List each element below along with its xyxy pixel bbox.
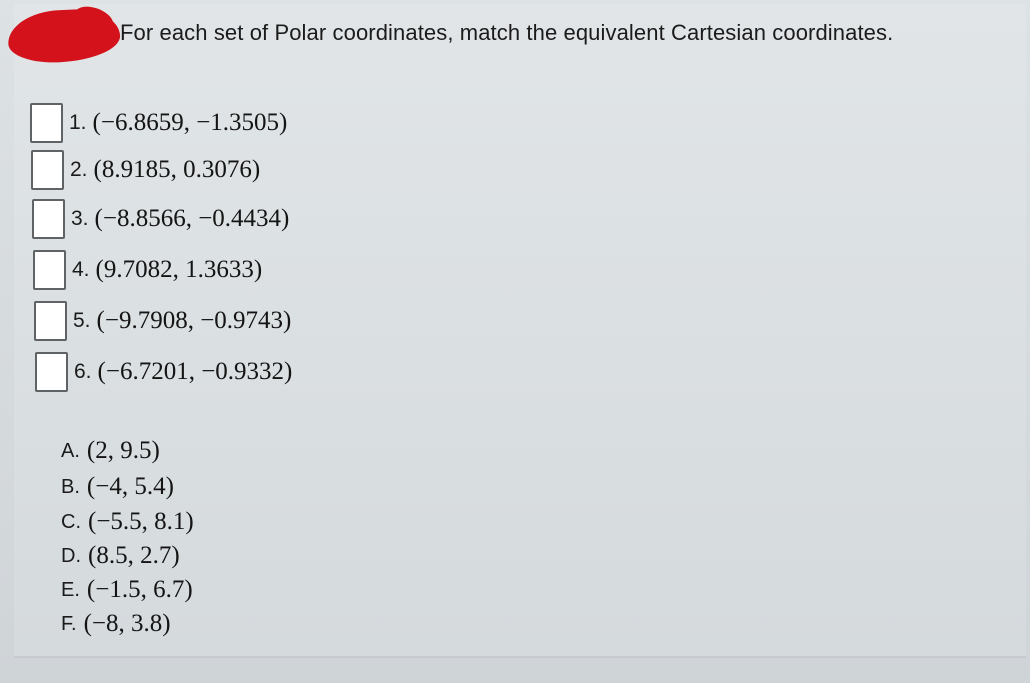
question-coords-1: (−6.8659, −1.3505) [92,109,288,136]
answer-choice-f [61,609,171,639]
question-label-4: 4. [72,258,90,281]
answer-label-c: C. [61,510,81,533]
question-coords-6: (−6.7201, −0.9332) [97,358,293,385]
question-coords-4: (9.7082, 1.3633) [95,256,263,283]
answer-input-box-5[interactable] [34,301,67,341]
question-label-2: 2. [70,158,88,181]
answer-input-box-6[interactable] [35,352,68,392]
answer-choice-c [61,507,194,537]
instruction-text: For each set of Polar coordinates, match the equivalent Cartesian coordinates. [120,20,894,45]
question-label-3: 3. [71,207,89,230]
answer-label-d: D. [61,544,81,567]
answer-input-box-2[interactable] [31,150,64,190]
question-coords-2: (8.9185, 0.3076) [93,156,261,183]
answer-input-box-4[interactable] [33,250,66,290]
answer-input-box-3[interactable] [32,199,65,239]
answer-coords-d: (8.5, 2.7) [88,542,180,569]
answer-choice-d [61,541,180,571]
answer-coords-c: (−5.5, 8.1) [88,508,194,535]
answer-coords-e: (−1.5, 6.7) [86,576,193,603]
answer-label-b: B. [61,475,80,498]
answer-label-a: A. [61,439,80,462]
answer-coords-f: (−8, 3.8) [83,610,171,637]
answer-coords-b: (−4, 5.4) [86,473,174,500]
question-row-6 [35,352,292,392]
question-row-3 [32,199,289,239]
question-label-1: 1. [69,111,87,134]
question-row-5 [34,301,291,341]
answer-label-e: E. [61,578,80,601]
answer-choice-b [61,472,174,502]
answer-choice-e [61,575,193,605]
question-row-2 [31,150,260,190]
answer-choice-a [61,436,160,466]
answer-label-f: F. [61,612,77,635]
answer-input-box-1[interactable] [30,103,63,143]
question-row-1 [30,103,287,143]
question-coords-5: (−9.7908, −0.9743) [96,307,292,334]
question-row-4 [33,250,262,290]
answer-coords-a: (2, 9.5) [86,437,160,464]
question-label-5: 5. [73,309,91,332]
question-coords-3: (−8.8566, −0.4434) [94,205,290,232]
question-label-6: 6. [74,360,92,383]
